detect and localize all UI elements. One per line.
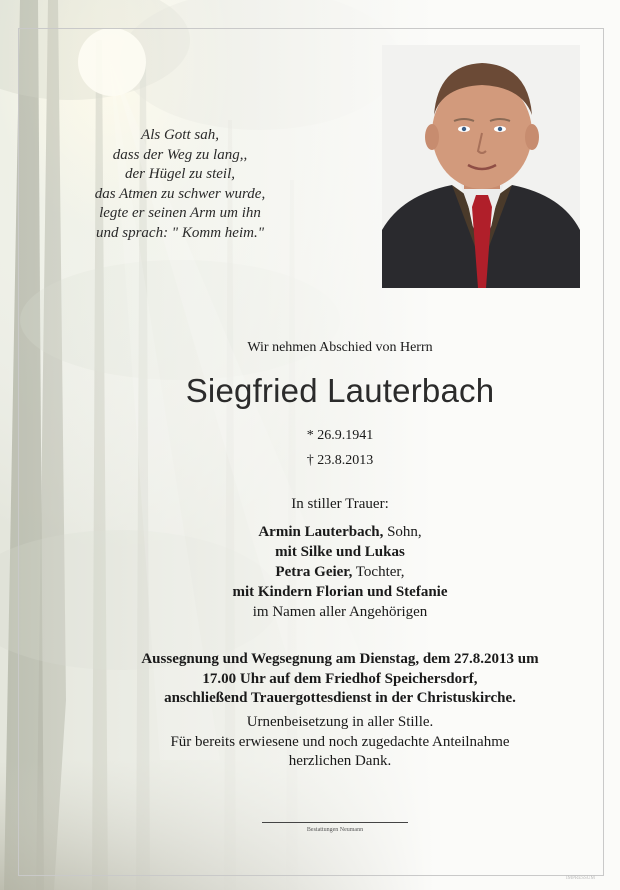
poem-line: dass der Weg zu lang,, — [112, 146, 248, 163]
mourner-line — [100, 522, 580, 542]
closing-text — [100, 713, 580, 772]
closing-line: Urnenbeisetzung in aller Stille. — [246, 714, 434, 730]
service-line: Aussegnung und Wegsegnung am Dienstag, dem 27.8.2013 um — [141, 651, 539, 667]
mourners-list — [100, 522, 580, 622]
intro-text: Wir nehmen Abschied von Herrn — [247, 340, 433, 355]
service-details — [90, 650, 590, 709]
undertaker-name: Bestattungen Neumann — [306, 827, 364, 833]
portrait-illustration — [382, 45, 580, 288]
mourner-relation: Tochter, — [352, 564, 405, 580]
deceased-name: Siegfried Lauterbach — [185, 372, 495, 409]
closing-line: Für bereits erwiesene und noch zugedachte Anteilnahme — [170, 733, 510, 750]
mourner-relation: Sohn, — [383, 524, 422, 540]
service-line: 17.00 Uhr auf dem Friedhof Speichersdorf, — [202, 670, 478, 687]
signature-line — [262, 822, 408, 823]
portrait-photo — [382, 45, 580, 288]
mourner-name: Armin Lauterbach, — [258, 524, 384, 540]
poem-line: Als Gott sah, — [141, 127, 219, 143]
mourner-line: im Namen aller Angehörigen — [252, 604, 428, 620]
poem-line: legte er seinen Arm um ihn — [99, 205, 261, 221]
mourning-heading: In stiller Trauer: — [291, 496, 389, 512]
birth-date: * 26.9.1941 — [306, 428, 374, 443]
poem-line: der Hügel zu steil, — [125, 166, 235, 182]
poem-line: das Atmen zu schwer wurde, — [94, 185, 266, 202]
mourner-line: mit Silke und Lukas — [275, 544, 405, 560]
closing-line: herzlichen Dank. — [288, 753, 392, 769]
mourner-name: Petra Geier, — [275, 564, 353, 580]
poem — [70, 126, 290, 243]
poem-line: und sprach: " Komm heim." — [95, 224, 264, 241]
death-date: † 23.8.2013 — [306, 453, 374, 468]
corner-mark: IMPRESSUM — [566, 876, 595, 881]
mourner-line: mit Kindern Florian und Stefanie — [232, 584, 448, 600]
service-line: anschließend Trauergottesdienst in der Christuskirche. — [164, 690, 516, 706]
mourner-line — [100, 562, 580, 582]
